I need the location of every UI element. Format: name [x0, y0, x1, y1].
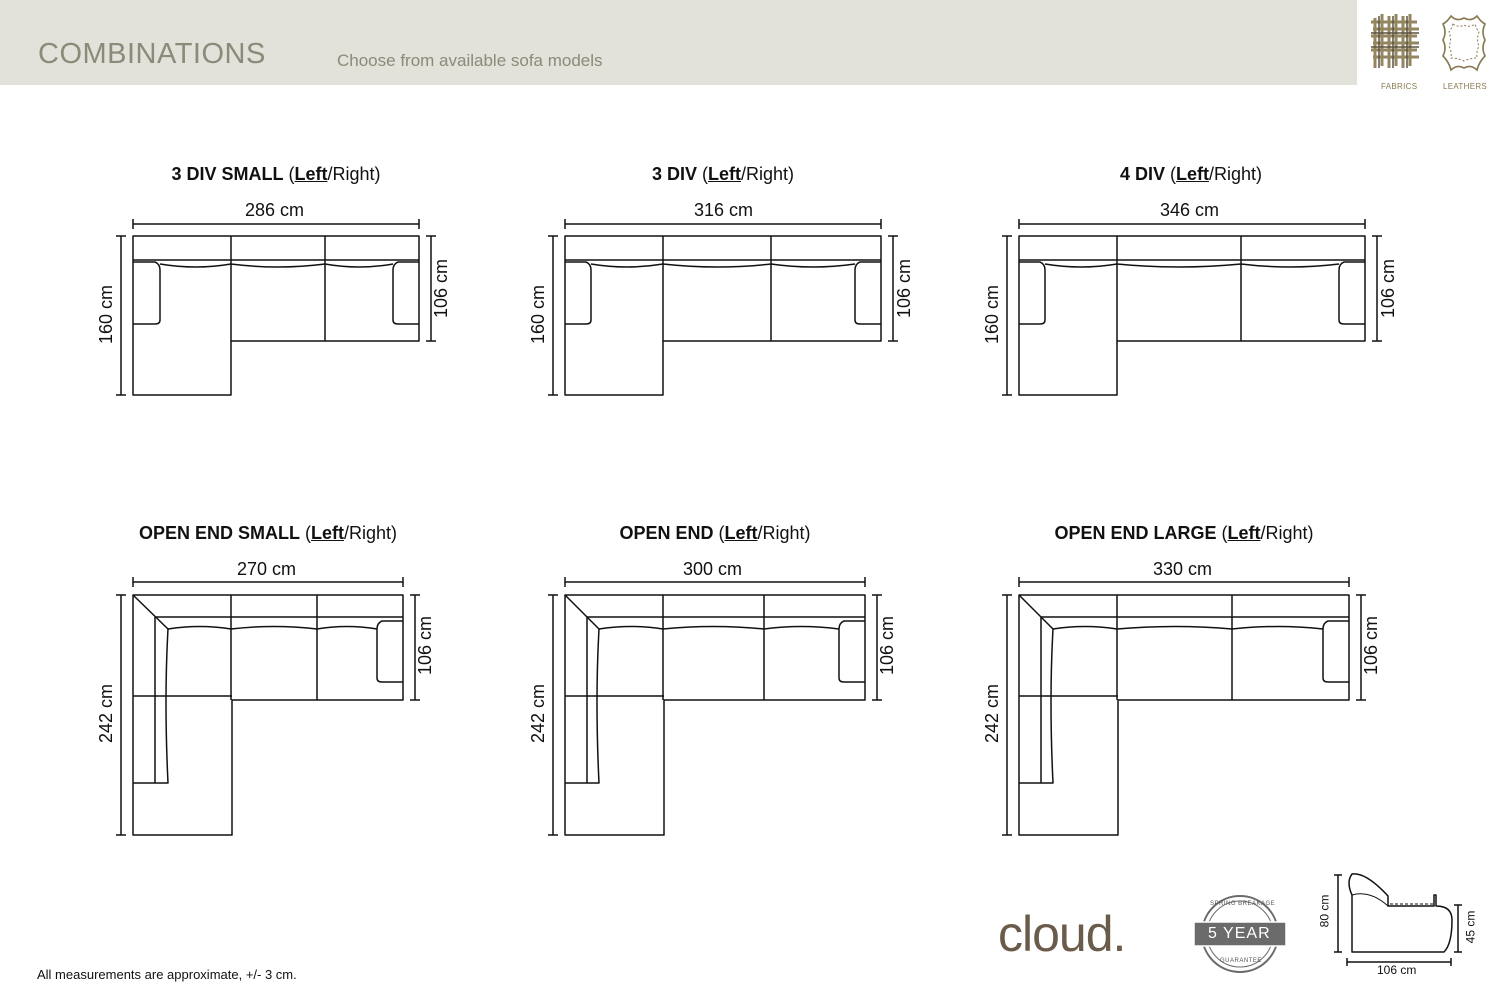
depth-label-open-end-large: 242 cm	[982, 683, 1003, 744]
back-depth-label-4-div: 106 cm	[1378, 258, 1399, 319]
side-profile-diagram	[1334, 874, 1462, 966]
width-label-open-end: 300 cm	[683, 559, 743, 579]
depth-label-open-end-small: 242 cm	[96, 683, 117, 744]
depth-label-3-div-small: 160 cm	[96, 284, 117, 345]
badge-bottom-text: GUARANTEE	[1220, 958, 1262, 964]
back-depth-label-open-end-large: 106 cm	[1361, 615, 1382, 676]
measurement-disclaimer: All measurements are approximate, +/- 3 cm.	[37, 967, 297, 982]
model-title-3-div-small: 3 DIV SMALL (Left/Right)	[171, 164, 381, 184]
side-height-label: 80 cm	[1317, 894, 1332, 928]
depth-label-4-div: 160 cm	[982, 284, 1003, 345]
cloud-logo: cloud.	[998, 906, 1126, 962]
model-title-open-end-large: OPEN END LARGE (Left/Right)	[1054, 523, 1314, 543]
width-label-open-end-small: 270 cm	[237, 559, 297, 579]
depth-label-3-div: 160 cm	[528, 284, 549, 345]
model-title-4-div: 4 DIV (Left/Right)	[1119, 164, 1263, 184]
diagram-open-end-small	[116, 577, 420, 835]
guarantee-badge	[1192, 893, 1286, 975]
model-title-open-end: OPEN END (Left/Right)	[619, 523, 811, 543]
leathers-label: LEATHERS	[1443, 82, 1488, 91]
diagram-3-div-small	[116, 219, 436, 395]
side-seat-height-label: 45 cm	[1463, 910, 1478, 944]
back-depth-label-3-div-small: 106 cm	[431, 258, 452, 319]
back-depth-label-open-end-small: 106 cm	[415, 615, 436, 676]
width-label-3-div: 316 cm	[694, 200, 754, 220]
diagram-3-div	[548, 219, 898, 395]
badge-main-text: 5 YEAR	[1208, 925, 1271, 942]
back-depth-label-open-end: 106 cm	[877, 615, 898, 676]
back-depth-label-3-div: 106 cm	[894, 258, 915, 319]
width-label-3-div-small: 286 cm	[245, 200, 305, 220]
diagram-open-end	[548, 577, 882, 835]
width-label-open-end-large: 330 cm	[1153, 559, 1213, 579]
page-subtitle: Choose from available sofa models	[337, 51, 603, 70]
diagram-open-end-large	[1002, 577, 1366, 835]
width-label-4-div: 346 cm	[1160, 200, 1220, 220]
side-depth-label: 106 cm	[1377, 963, 1417, 977]
badge-top-text: SPRING BREAKAGE	[1210, 901, 1276, 907]
page-title: COMBINATIONS	[38, 38, 266, 70]
diagram-4-div	[1002, 219, 1382, 395]
model-title-3-div: 3 DIV (Left/Right)	[651, 164, 795, 184]
depth-label-open-end: 242 cm	[528, 683, 549, 744]
model-title-open-end-small: OPEN END SMALL (Left/Right)	[138, 523, 398, 543]
fabrics-label: FABRICS	[1381, 82, 1418, 91]
